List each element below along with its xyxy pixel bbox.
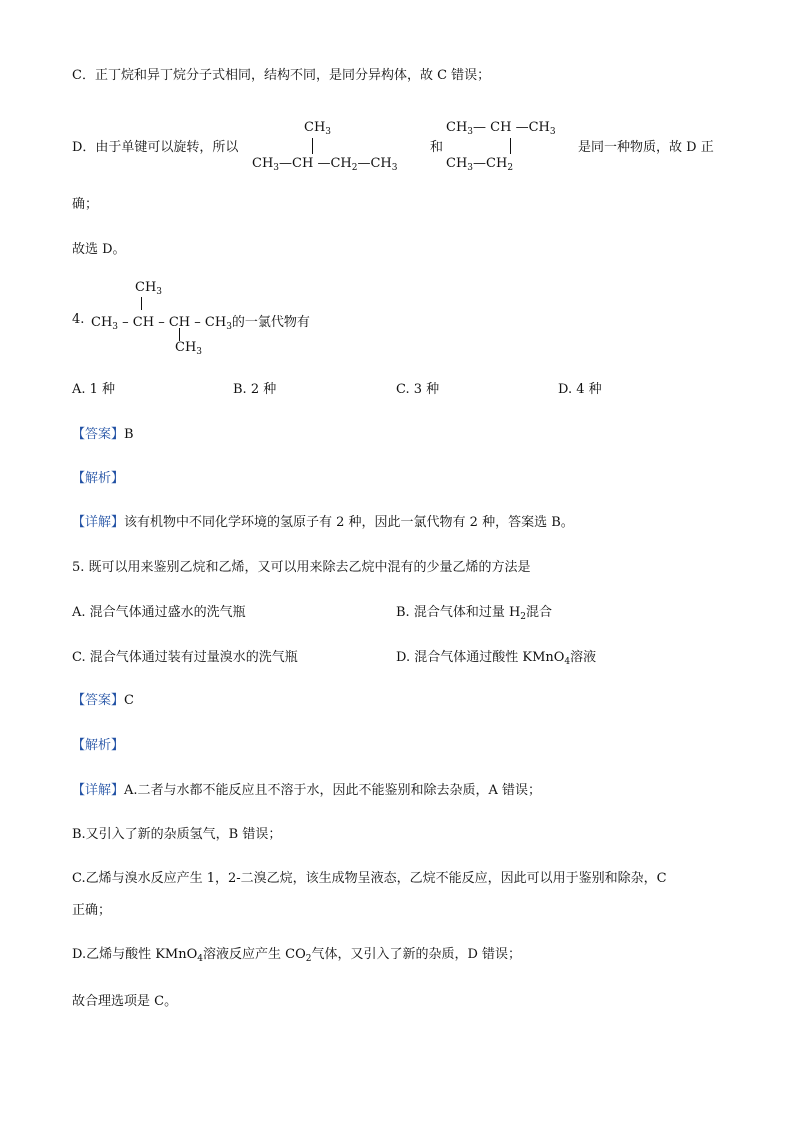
q3-d-and: 和	[430, 140, 444, 155]
q4-analysis	[72, 470, 124, 488]
q5-detail-c-cont: 正确；	[72, 903, 112, 918]
q5-detail-d-mid: 溶液反应产生 CO	[203, 947, 306, 962]
structure-2-methylbutane-a	[252, 118, 432, 178]
q5-analysis	[72, 737, 124, 755]
q5-option-d	[396, 649, 596, 667]
q4-top-bond	[141, 297, 142, 310]
q5-option-b-sub: 2	[520, 612, 527, 622]
struct1-bond	[312, 138, 313, 154]
answer-tag: 【答案】	[72, 427, 125, 442]
q5-detail-a	[72, 782, 541, 800]
q4-option-b: B. 2 种	[233, 382, 277, 397]
q4-bottom-methyl: $CH_3$	[175, 340, 203, 357]
q5-detail-d-sub2: 2	[305, 954, 312, 964]
q3-d-suffix: 是同一种物质，故 D 正	[578, 140, 714, 155]
q4-top-methyl: $CH_3$	[135, 280, 163, 297]
q5-stem: 5. 既可以用来鉴别乙烷和乙烯，又可以用来除去乙烷中混有的少量乙烯的方法是	[72, 560, 531, 575]
detail-tag: 【详解】	[72, 783, 125, 798]
q5-option-d-sub: 4	[564, 657, 571, 667]
q4-answer	[72, 426, 134, 444]
analysis-tag: 【解析】	[72, 738, 125, 753]
analysis-tag: 【解析】	[72, 471, 125, 486]
q3-option-c-explanation: C．正丁烷和异丁烷分子式相同，结构不同，是同分异构体，故 C 错误；	[72, 68, 491, 83]
q5-option-d-post: 溶液	[570, 650, 597, 665]
q4-option-d: D. 4 种	[558, 382, 602, 397]
q5-detail-c: C.乙烯与溴水反应产生 1，2-二溴乙烷，该生成物呈液态，乙烷不能反应，因此可以用于鉴别和除杂，C	[72, 871, 667, 886]
q4-detail-text: 该有机物中不同化学环境的氢原子有 2 种，因此一氯代物有 2 种，答案选 B。	[124, 515, 574, 530]
q4-main-chain: $CH_3$ – CH – CH – $CH_3$的一氯代物有	[91, 315, 310, 332]
q5-detail-d	[72, 946, 521, 964]
q3-d-continuation: 确；	[72, 197, 99, 212]
structure-2-methylbutane-b	[446, 118, 586, 178]
struct2-bottom-chain: $CH_3—CH_2$	[446, 156, 514, 173]
q5-detail-b: B.又引入了新的杂质氢气，B 错误；	[72, 827, 282, 842]
answer-tag: 【答案】	[72, 693, 125, 708]
q3-conclusion: 故选 D。	[72, 242, 126, 257]
q4-number: 4.	[72, 312, 85, 327]
structure-2-3-dimethylbutane	[91, 280, 331, 356]
q4-answer-value: B	[124, 427, 134, 442]
q5-detail-d-pre: D.乙烯与酸性 KMnO	[72, 947, 198, 962]
q5-answer	[72, 692, 134, 710]
q5-option-b	[396, 604, 552, 622]
struct1-main-chain: $CH_3—CH$ $—CH_2—CH_3$	[252, 156, 398, 173]
q5-option-b-post: 混合	[526, 605, 553, 620]
q4-option-a: A. 1 种	[72, 382, 116, 397]
q5-option-d-pre: D. 混合气体通过酸性 KMnO	[396, 650, 565, 665]
q5-detail-a-text: A.二者与水都不能反应且不溶于水，因此不能鉴别和除去杂质，A 错误；	[124, 783, 542, 798]
q5-option-c: C. 混合气体通过装有过量溴水的洗气瓶	[72, 650, 298, 665]
q5-option-b-pre: B. 混合气体和过量 H	[396, 605, 521, 620]
detail-tag: 【详解】	[72, 515, 125, 530]
q4-option-c: C. 3 种	[396, 382, 440, 397]
q5-answer-value: C	[124, 693, 134, 708]
struct1-top-methyl: $CH_3$	[304, 120, 332, 137]
q3-d-prefix: D．由于单键可以旋转，所以	[72, 140, 239, 155]
q4-suffix: 的一氯代物有	[231, 315, 310, 330]
struct2-bond	[510, 138, 511, 154]
struct2-top-chain: $CH_3—$ CH $—CH_3$	[446, 120, 556, 137]
q5-detail-d-post: 气体，又引入了新的杂质，D 错误；	[311, 947, 522, 962]
q5-detail-d-sub1: 4	[197, 954, 204, 964]
q4-detail	[72, 514, 574, 532]
q5-conclusion: 故合理选项是 C。	[72, 994, 178, 1009]
q5-option-a: A. 混合气体通过盛水的洗气瓶	[72, 605, 246, 620]
q3-option-d-explanation	[72, 139, 238, 157]
